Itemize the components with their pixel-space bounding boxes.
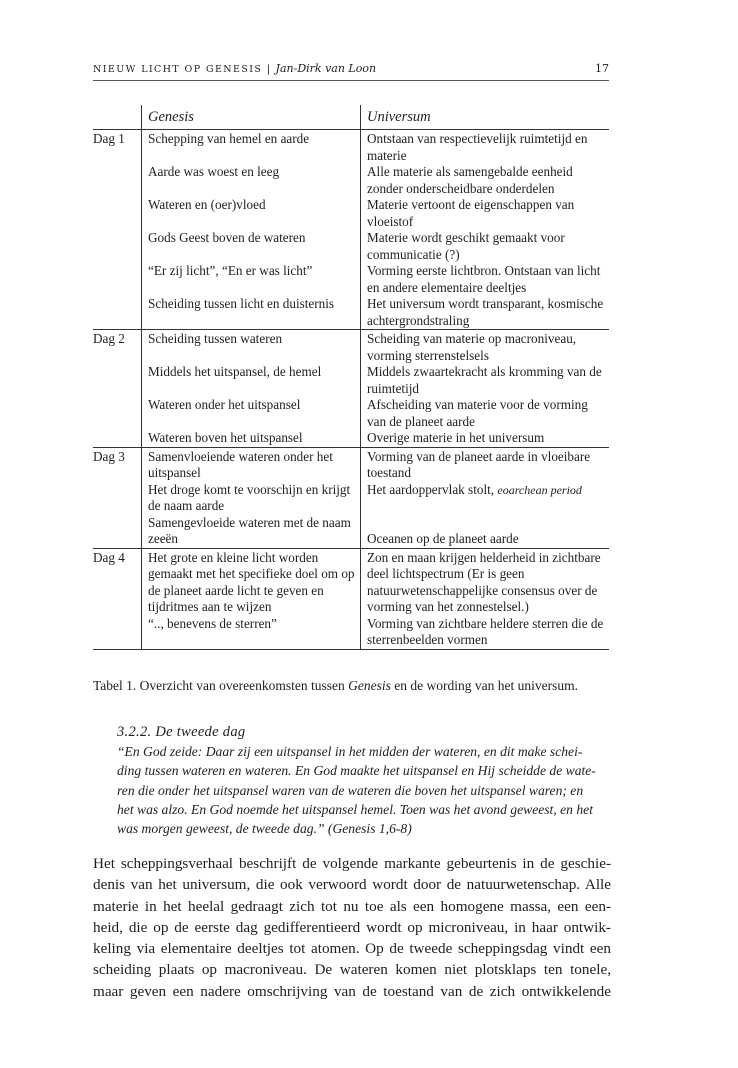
universum-cell: Zon en maan krijgen helderheid in zichtbare deel lichtspectrum (Er is geen natuurwetenschappelijke consensus over de vorming van het zonnestelsel.)	[361, 548, 610, 616]
day-label	[93, 296, 142, 330]
genesis-cell: “Er zij licht”, “En er was licht”	[142, 263, 361, 296]
header-day	[93, 105, 142, 130]
universum-cell: Materie wordt geschikt gemaakt voor communicatie (?)	[361, 230, 610, 263]
title-separator: |	[266, 63, 272, 75]
table-row	[93, 515, 609, 549]
caption-emphasis: Genesis	[348, 678, 391, 693]
book-title: NIEUW LICHT OP GENESIS	[93, 64, 263, 75]
genesis-cell: Scheiding tussen licht en duisternis	[142, 296, 361, 330]
universum-cell: Vorming van zichtbare heldere sterren die de sterrenbeelden vormen	[361, 616, 610, 650]
table-row	[93, 130, 609, 165]
table-row	[93, 447, 609, 482]
genesis-cell: Aarde was woest en leeg	[142, 164, 361, 197]
body-paragraph	[93, 853, 611, 1002]
day-label	[93, 515, 142, 549]
day-label	[93, 230, 142, 263]
universum-cell: Ontstaan van respectievelijk ruimtetijd en materie	[361, 130, 610, 165]
table-row	[93, 364, 609, 397]
body-line: materie in het heelal gedraagt zich tot nu toe als een homogene massa, een een-	[93, 897, 611, 915]
header-genesis: Genesis	[142, 105, 361, 130]
caption-text: Tabel 1. Overzicht van overeenkomsten tussen	[93, 678, 345, 693]
section-heading: 3.2.2. De tweede dag	[117, 724, 246, 740]
universum-cell: Materie vertoont de eigenschappen van vloeistof	[361, 197, 610, 230]
universum-cell: Scheiding van materie op macroniveau, vorming sterrenstelsels	[361, 330, 610, 365]
day-label	[93, 197, 142, 230]
body-line: heid, die op de eerste dag gedifferentieerd wordt op microniveau, in haar ontwik-	[93, 918, 611, 936]
universum-cell-text: Oceanen op de planeet aarde	[367, 531, 519, 546]
quote-line: ren die onder het uitspansel waren van de wateren die boven het uitspansel waren; en	[117, 782, 584, 798]
universum-cell: Vorming eerste lichtbron. Ontstaan van licht en andere elementaire deeltjes	[361, 263, 610, 296]
genesis-cell: “.., benevens de sterren”	[142, 616, 361, 650]
universum-cell: Het universum wordt transparant, kosmische achtergrondstraling	[361, 296, 610, 330]
header-rule	[93, 80, 609, 81]
table-row	[93, 430, 609, 447]
universum-cell-text: Het aardoppervlak stolt,	[367, 481, 495, 497]
body-line: denis van het universum, die ook verwoord wordt door de natuurwetenschap. Alle	[93, 876, 611, 894]
universum-cell: Alle materie als samengebalde eenheid zonder onderscheidbare onderdelen	[361, 164, 610, 197]
universum-cell: Overige materie in het universum	[361, 430, 610, 447]
body-line: scheiding plaats op macroniveau. De wateren komen niet plotsklaps ten tonele,	[93, 961, 611, 979]
table-row	[93, 164, 609, 197]
genesis-cell: Gods Geest boven de wateren	[142, 230, 361, 263]
day-label: Dag 1	[93, 131, 125, 146]
quote-line: was morgen geweest, de tweede dag.” (Genesis 1,6-8)	[117, 821, 412, 837]
quote-line: ding tussen wateren en wateren. En God maakte het uitspansel en Hij scheidde de wate-	[117, 763, 596, 779]
table-caption	[93, 678, 613, 694]
day-label	[93, 430, 142, 447]
page-number: 17	[595, 62, 609, 75]
quote-line: het was alzo. En God noemde het uitspansel hemel. Toen was het avond geweest, en het	[117, 801, 593, 817]
running-head-left	[93, 62, 376, 75]
comparison-table	[93, 105, 609, 650]
day-label	[93, 482, 142, 515]
genesis-cell: Wateren onder het uitspansel	[142, 397, 361, 430]
genesis-cell: Schepping van hemel en aarde	[142, 130, 361, 165]
caption-text-end: en de wording van het universum.	[394, 678, 578, 693]
table-row	[93, 482, 609, 515]
table-row	[93, 397, 609, 430]
day-label: Dag 4	[93, 549, 125, 565]
author-name: Jan-Dirk van Loon	[275, 62, 377, 75]
day-label	[93, 364, 142, 397]
table-row	[93, 197, 609, 230]
day-label: Dag 3	[93, 448, 125, 464]
universum-cell: Afscheiding van materie voor de vorming van de planeet aarde	[361, 397, 610, 430]
day-label	[93, 616, 142, 650]
running-head	[93, 62, 609, 78]
day-label	[93, 164, 142, 197]
table-row	[93, 296, 609, 330]
universum-cell: Vorming van de planeet aarde in vloeibare toestand	[361, 447, 610, 482]
universum-cell	[361, 515, 610, 549]
genesis-cell: Scheiding tussen wateren	[142, 330, 361, 365]
genesis-cell: Samengevloeide wateren met de naam zeeën	[142, 515, 361, 549]
body-line: maar geven een nadere omschrijving van de toestand van de zich ontwikkelende	[93, 982, 611, 1000]
header-universum: Universum	[361, 105, 610, 130]
day-label	[93, 263, 142, 296]
table-row	[93, 548, 609, 616]
table-row	[93, 263, 609, 296]
universum-cell	[361, 482, 610, 515]
table-row	[93, 230, 609, 263]
day-label: Dag 2	[93, 331, 125, 346]
era-term: eoarchean period	[497, 482, 582, 497]
body-line: Het scheppingsverhaal beschrijft de volgende markante gebeurtenis in de geschie-	[93, 855, 611, 872]
genesis-cell: Het grote en kleine licht worden gemaakt met het specifieke doel om op de planeet aarde licht te geven en tijdritmes aan te wijzen	[142, 548, 361, 616]
genesis-cell: Middels het uitspansel, de hemel	[142, 364, 361, 397]
universum-cell: Middels zwaartekracht als kromming van de ruimtetijd	[361, 364, 610, 397]
genesis-cell: Samenvloeiende wateren onder het uitspansel	[142, 447, 361, 482]
day-label	[93, 397, 142, 430]
genesis-cell: Het droge komt te voorschijn en krijgt de naam aarde	[142, 482, 361, 515]
table-row	[93, 616, 609, 650]
genesis-cell: Wateren en (oer)vloed	[142, 197, 361, 230]
quote-line: “En God zeide: Daar zij een uitspansel in het midden der wateren, en dit make schei-	[117, 744, 583, 759]
scripture-quote	[117, 742, 596, 838]
genesis-cell: Wateren boven het uitspansel	[142, 430, 361, 447]
table-row	[93, 330, 609, 365]
table-header-row	[93, 105, 609, 130]
body-line: keling via elementaire deeltjes tot atomen. Op de tweede scheppingsdag vindt een	[93, 940, 611, 958]
